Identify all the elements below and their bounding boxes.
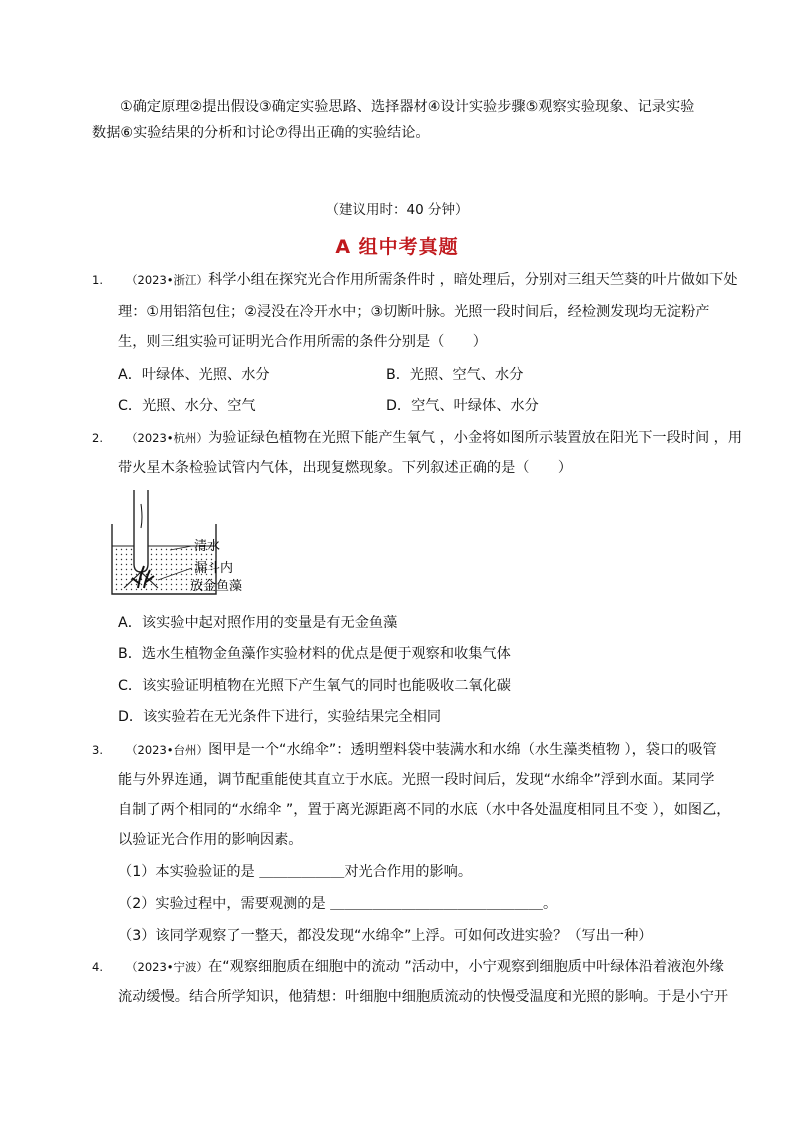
q3-line-3: 自制了两个相同的“水绵伞 ”，置于离光源距离不同的水底（水中各处温度相同且不变 ），如图乙， [118, 802, 731, 818]
q1-stem-1: 科学小组在探究光合作用所需条件时 ，暗处理后，分别对三组天竺葵的叶片做如下处 [208, 272, 738, 288]
figure-label-funnel: 漏斗内 [194, 561, 234, 576]
q4-line-1 [126, 957, 724, 977]
q4-line-2: 流动缓慢。结合所学知识，他猜想：叶细胞中细胞质流动的快慢受温度和光照的影响。于是小宁开 [118, 989, 729, 1005]
q3-number: 3. [92, 743, 103, 757]
intro-line-1: ①确定原理②提出假设③确定实验思路、选择器材④设计实验步骤⑤观察实验现象、记录实验 [120, 99, 695, 115]
q1-source: （2023•浙江） [126, 273, 209, 287]
q2-option-d: D．该实验若在无光条件下进行，实验结果完全相同 [118, 709, 442, 725]
q2-option-a: A．该实验中起对照作用的变量是有无金鱼藻 [118, 615, 398, 631]
q3-sub-2: （2）实验过程中，需要观测的是 ＿＿＿＿＿＿＿＿＿＿＿＿＿＿＿。 [118, 896, 558, 912]
q4-number: 4. [92, 960, 103, 974]
q3-line-4: 以验证光合作用的影响因素。 [118, 832, 303, 848]
q1-option-a: A．叶绿体、光照、水分 [118, 367, 270, 383]
q2-stem-1: 为验证绿色植物在光照下能产生氧气 ，小金将如图所示装置放在阳光下一段时间 ，用 [208, 430, 743, 446]
q3-line-2: 能与外界连通，调节配重能使其直立于水底。光照一段时间后，发现“水绵伞”浮到水面。某同学 [118, 772, 715, 788]
section-title: A 组中考真题 [335, 236, 459, 258]
q3-line-1 [126, 740, 717, 760]
apparatus-figure [110, 488, 270, 598]
figure-label-plant: 放金鱼藻 [190, 579, 243, 594]
intro-line-2: 数据⑥实验结果的分析和讨论⑦得出正确的实验结论。 [92, 125, 430, 141]
q2-option-c: C．该实验证明植物在光照下产生氧气的同时也能吸收二氧化碳 [118, 678, 511, 694]
q3-sub-3: （3）该同学观察了一整天，都没发现“水绵伞”上浮。可如何改进实验？（写出一种） [118, 928, 653, 944]
q4-source: （2023•宁波） [126, 960, 209, 974]
q1-number: 1. [92, 273, 103, 287]
figure-label-water: 清水 [194, 539, 221, 554]
q1-line-1 [126, 270, 738, 290]
q1-option-d: D．空气、叶绿体、水分 [386, 398, 539, 414]
q4-stem-1: 在“观察细胞质在细胞中的流动 ”活动中，小宁观察到细胞质中叶绿体沿着液泡外缘 [208, 959, 724, 975]
q2-option-b: B．选水生植物金鱼藻作实验材料的优点是便于观察和收集气体 [118, 646, 511, 662]
q1-option-c: C．光照、水分、空气 [118, 398, 256, 414]
suggested-time: （建议用时：40 分钟） [325, 202, 469, 218]
q1-line-3: 生，则三组实验可证明光合作用所需的条件分别是（ ） [118, 334, 487, 350]
q1-line-2: 理：①用铝箔包住；②浸没在冷开水中；③切断叶脉。光照一段时间后，经检测发现均无淀粉产 [118, 304, 710, 320]
q3-source: （2023•台州） [126, 743, 209, 757]
q3-stem-1: 图甲是一个“水绵伞”：透明塑料袋中装满水和水绵（水生藻类植物 ），袋口的吸管 [208, 742, 717, 758]
q1-option-b: B．光照、空气、水分 [386, 367, 524, 383]
q2-number: 2. [92, 431, 103, 445]
q2-source: （2023•杭州） [126, 431, 209, 445]
q2-line-1 [126, 428, 742, 448]
q2-line-2: 带火星木条检验试管内气体，出现复燃现象。下列叙述正确的是（ ） [118, 460, 573, 476]
q3-sub-1: （1）本实验验证的是 ＿＿＿＿＿＿对光合作用的影响。 [118, 864, 473, 880]
